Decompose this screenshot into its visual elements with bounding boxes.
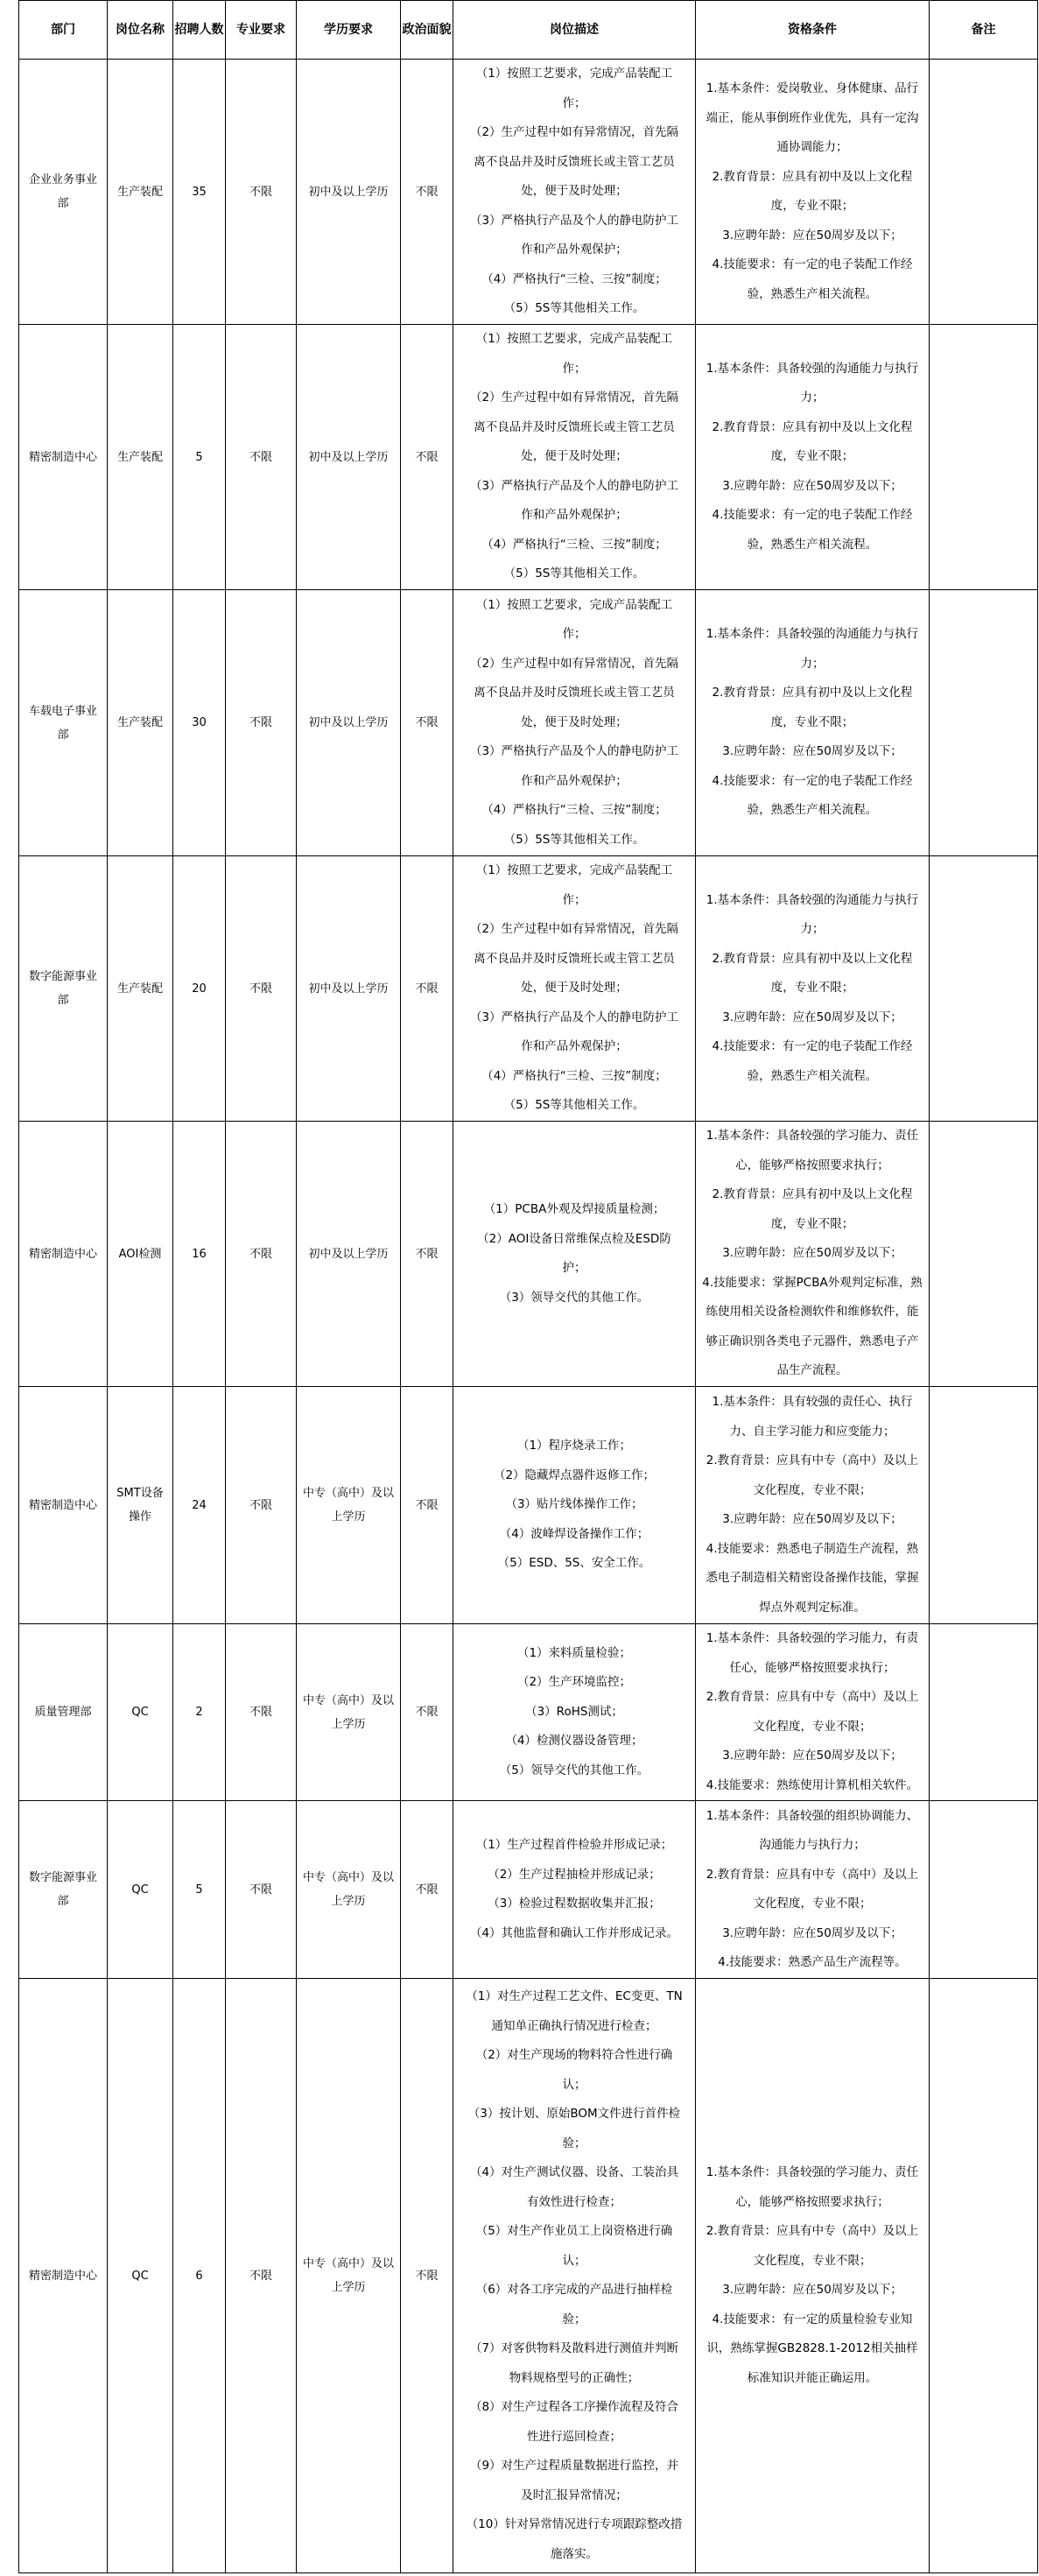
qualification-item: 4.技能要求：掌握PCBA外观判定标准，熟练使用相关设备检测软件和维修软件，能够正确识别各类电子元器件，熟悉电子产品生产流程。 (702, 1275, 923, 1378)
education-cell: 初中及以上学历 (297, 856, 401, 1122)
major-cell: 不限 (226, 590, 297, 856)
table-row (19, 60, 1038, 325)
description-item: （5）5S等其他相关工作。 (503, 567, 645, 581)
description-item: （1）生产过程首件检验并形成记录； (475, 1838, 673, 1852)
qualification-item: 4.技能要求：有一定的电子装配工作经验，熟悉生产相关流程。 (712, 773, 913, 818)
count-cell: 24 (173, 1387, 226, 1624)
major-cell: 不限 (226, 1122, 297, 1387)
table-row (19, 325, 1038, 590)
qualification-item: 2.教育背景：应具有中专（高中）及以上文化程度，专业不限； (706, 1867, 919, 1911)
qualifications-cell (696, 1624, 930, 1801)
qualification-item: 1.基本条件：具备较强的沟通能力与执行力； (706, 892, 919, 937)
description-item: （4）波峰焊设备操作工作； (499, 1526, 649, 1541)
description-item: （8）对生产过程各工序操作流程及符合性进行巡回检查； (469, 2400, 679, 2444)
qualification-item: 1.基本条件：具备较强的沟通能力与执行力； (706, 627, 919, 671)
qualification-item: 2.教育背景：应具有初中及以上文化程度，专业不限； (712, 951, 913, 996)
notes-cell (930, 1624, 1038, 1801)
major-cell: 不限 (226, 1387, 297, 1624)
qualifications-cell (696, 1122, 930, 1387)
dept-cell: 精密制造中心 (19, 1122, 108, 1387)
education-cell: 初中及以上学历 (297, 1122, 401, 1387)
notes-cell (930, 856, 1038, 1122)
description-item: （4）严格执行“三检、三按”制度； (481, 271, 667, 286)
qualification-item: 3.应聘年龄：应在50周岁及以下； (722, 744, 902, 759)
description-item: （2）AOI设备日常维保点检及ESD防护； (477, 1231, 671, 1275)
header-education: 学历要求 (297, 1, 401, 60)
description-item: （1）按照工艺要求，完成产品装配工作； (475, 332, 673, 376)
description-item: （2）生产过程中如有异常情况，首先隔离不良品并及时反馈班长或主管工艺员处，便于及时处理； (469, 391, 679, 464)
count-cell: 35 (173, 60, 226, 325)
qualification-item: 1.基本条件：具备较强的学习能力，有责任心，能够严格按照要求执行； (706, 1631, 919, 1675)
description-item: （5）领导交代的其他工作。 (499, 1763, 649, 1777)
qualification-item: 2.教育背景：应具有中专（高中）及以上文化程度，专业不限； (706, 1690, 919, 1734)
qualification-item: 2.教育背景：应具有初中及以上文化程度，专业不限； (712, 1187, 913, 1231)
table-row (19, 1387, 1038, 1624)
qualifications-cell (696, 1387, 930, 1624)
qualification-item: 3.应聘年龄：应在50周岁及以下； (722, 1925, 902, 1940)
description-item: （3）贴片线体操作工作； (505, 1497, 643, 1512)
description-item: （1）按照工艺要求，完成产品装配工作； (475, 863, 673, 907)
qualification-item: 2.教育背景：应具有初中及以上文化程度，专业不限； (712, 169, 913, 213)
notes-cell (930, 1979, 1038, 2573)
education-cell: 中专（高中）及以上学历 (297, 1387, 401, 1624)
description-item: （3）按计划、原始BOM文件进行首件检验； (467, 2107, 681, 2150)
header-major: 专业要求 (226, 1, 297, 60)
qualification-item: 3.应聘年龄：应在50周岁及以下； (722, 478, 902, 493)
qualifications-cell (696, 590, 930, 856)
dept-cell: 精密制造中心 (19, 1387, 108, 1624)
header-dept: 部门 (19, 1, 108, 60)
qualification-item: 1.基本条件：爱岗敬业、身体健康、品行端正，能从事倒班作业优先，具有一定沟通协调能力； (706, 81, 919, 154)
description-item: （9）对生产过程质量数据进行监控，并及时汇报异常情况； (469, 2459, 679, 2502)
qualification-item: 1.基本条件：具备较强的组织协调能力、沟通能力与执行力； (706, 1808, 919, 1852)
table-row (19, 1624, 1038, 1801)
qualification-item: 4.技能要求：熟悉产品生产流程等。 (718, 1955, 907, 1969)
description-item: （3）RoHS测试； (525, 1704, 623, 1719)
qualification-item: 2.教育背景：应具有初中及以上文化程度，专业不限； (712, 419, 913, 464)
dept-cell: 精密制造中心 (19, 325, 108, 590)
position-cell: 生产装配 (108, 590, 173, 856)
dept-cell: 质量管理部 (19, 1624, 108, 1801)
qualification-item: 4.技能要求：有一定的电子装配工作经验，熟悉生产相关流程。 (712, 508, 913, 552)
description-item: （4）其他监督和确认工作并形成记录。 (469, 1925, 679, 1940)
description-item: （2）生产过程中如有异常情况，首先隔离不良品并及时反馈班长或主管工艺员处，便于及时处理； (469, 656, 679, 729)
position-cell: 生产装配 (108, 856, 173, 1122)
count-cell: 16 (173, 1122, 226, 1387)
description-item: （1）按照工艺要求，完成产品装配工作； (475, 67, 673, 110)
notes-cell (930, 325, 1038, 590)
description-item: （5）5S等其他相关工作。 (503, 832, 645, 847)
qualification-item: 3.应聘年龄：应在50周岁及以下； (722, 1749, 902, 1763)
qualifications-cell (696, 60, 930, 325)
header-position: 岗位名称 (108, 1, 173, 60)
major-cell: 不限 (226, 1624, 297, 1801)
qualification-item: 4.技能要求：有一定的质量检验专业知识，熟练掌握GB2828.1-2012相关抽样标准知识并能正确运用。 (706, 2312, 918, 2385)
header-notes: 备注 (930, 1, 1038, 60)
qualification-item: 1.基本条件：具备较强的沟通能力与执行力； (706, 361, 919, 405)
description-item: （2）生产过程中如有异常情况，首先隔离不良品并及时反馈班长或主管工艺员处，便于及时处理； (469, 125, 679, 199)
major-cell: 不限 (226, 1979, 297, 2573)
education-cell: 初中及以上学历 (297, 325, 401, 590)
political-cell: 不限 (401, 1979, 453, 2573)
qualification-item: 1.基本条件：具有较强的责任心、执行力、自主学习能力和应变能力； (712, 1395, 913, 1439)
qualifications-cell (696, 1979, 930, 2573)
political-cell: 不限 (401, 590, 453, 856)
position-cell: QC (108, 1979, 173, 2573)
description-item: （4）严格执行“三检、三按”制度； (481, 803, 667, 818)
header-qualifications: 资格条件 (696, 1, 930, 60)
dept-cell: 精密制造中心 (19, 1979, 108, 2573)
major-cell: 不限 (226, 856, 297, 1122)
description-cell (453, 1801, 696, 1979)
count-cell: 6 (173, 1979, 226, 2573)
political-cell: 不限 (401, 1624, 453, 1801)
qualification-item: 2.教育背景：应具有初中及以上文化程度，专业不限； (712, 686, 913, 729)
table-row (19, 1122, 1038, 1387)
description-item: （1）PCBA外观及焊接质量检测； (483, 1202, 665, 1216)
description-item: （2）生产过程抽检并形成记录； (488, 1867, 661, 1882)
major-cell: 不限 (226, 325, 297, 590)
count-cell: 30 (173, 590, 226, 856)
count-cell: 2 (173, 1624, 226, 1801)
description-item: （5）5S等其他相关工作。 (503, 301, 645, 316)
notes-cell (930, 1387, 1038, 1624)
qualification-item: 1.基本条件：具备较强的学习能力、责任心，能够严格按照要求执行； (706, 2165, 919, 2209)
dept-cell: 车载电子事业部 (19, 590, 108, 856)
description-item: （3）严格执行产品及个人的静电防护工作和产品外观保护； (469, 478, 679, 523)
table-row (19, 1801, 1038, 1979)
position-cell: AOI检测 (108, 1122, 173, 1387)
qualification-item: 2.教育背景：应具有中专（高中）及以上文化程度，专业不限； (706, 2224, 919, 2268)
position-cell: QC (108, 1801, 173, 1979)
description-item: （4）检测仪器设备管理； (505, 1734, 643, 1749)
description-item: （3）严格执行产品及个人的静电防护工作和产品外观保护； (469, 1010, 679, 1054)
qualification-item: 4.技能要求：有一定的电子装配工作经验，熟悉生产相关流程。 (712, 1039, 913, 1083)
description-cell (453, 856, 696, 1122)
qualifications-cell (696, 325, 930, 590)
description-item: （3）严格执行产品及个人的静电防护工作和产品外观保护； (469, 213, 679, 257)
political-cell: 不限 (401, 856, 453, 1122)
education-cell: 中专（高中）及以上学历 (297, 1624, 401, 1801)
dept-cell: 企业业务事业部 (19, 60, 108, 325)
recruitment-table (18, 0, 1038, 2573)
description-item: （5）5S等其他相关工作。 (503, 1098, 645, 1113)
count-cell: 5 (173, 1801, 226, 1979)
description-item: （10）针对异常情况进行专项跟踪整改措施落实。 (466, 2517, 683, 2561)
qualification-item: 3.应聘年龄：应在50周岁及以下； (722, 1512, 902, 1526)
description-item: （1）程序烧录工作； (516, 1439, 632, 1453)
description-item: （4）对生产测试仪器、设备、工装治具有效性进行检查； (469, 2165, 679, 2209)
table-row (19, 590, 1038, 856)
position-cell: 生产装配 (108, 325, 173, 590)
qualification-item: 3.应聘年龄：应在50周岁及以下； (722, 1010, 902, 1024)
notes-cell (930, 60, 1038, 325)
description-item: （3）检验过程数据收集并汇报； (488, 1897, 661, 1911)
description-item: （4）严格执行“三检、三按”制度； (481, 1068, 667, 1083)
description-cell (453, 590, 696, 856)
description-cell (453, 1387, 696, 1624)
description-cell (453, 1122, 696, 1387)
description-item: （2）对生产现场的物料符合性进行确认； (475, 2048, 673, 2092)
description-item: （3）领导交代的其他工作。 (499, 1290, 649, 1305)
education-cell: 初中及以上学历 (297, 60, 401, 325)
description-cell (453, 60, 696, 325)
qualification-item: 4.技能要求：熟练使用计算机相关软件。 (706, 1777, 919, 1792)
political-cell: 不限 (401, 60, 453, 325)
description-item: （7）对客供物料及散料进行测值并判断物料规格型号的正确性； (469, 2341, 679, 2385)
description-item: （5）对生产作业员工上岗资格进行确认； (475, 2224, 673, 2268)
notes-cell (930, 590, 1038, 856)
qualification-item: 1.基本条件：具备较强的学习能力、责任心，能够严格按照要求执行； (706, 1129, 919, 1172)
qualification-item: 3.应聘年龄：应在50周岁及以下； (722, 228, 902, 243)
major-cell: 不限 (226, 1801, 297, 1979)
qualification-item: 3.应聘年龄：应在50周岁及以下； (722, 1246, 902, 1261)
political-cell: 不限 (401, 1387, 453, 1624)
header-count: 招聘人数 (173, 1, 226, 60)
position-cell: 生产装配 (108, 60, 173, 325)
description-item: （2）隐藏焊点器件返修工作； (493, 1467, 656, 1482)
qualification-item: 3.应聘年龄：应在50周岁及以下； (722, 2283, 902, 2297)
table-row (19, 856, 1038, 1122)
description-item: （3）严格执行产品及个人的静电防护工作和产品外观保护； (469, 744, 679, 788)
description-item: （5）ESD、5S、安全工作。 (497, 1556, 651, 1571)
qualifications-cell (696, 1801, 930, 1979)
political-cell: 不限 (401, 325, 453, 590)
education-cell: 中专（高中）及以上学历 (297, 1801, 401, 1979)
dept-cell: 数字能源事业部 (19, 856, 108, 1122)
description-cell (453, 325, 696, 590)
description-item: （1）按照工艺要求，完成产品装配工作； (475, 597, 673, 642)
description-item: （4）严格执行“三检、三按”制度； (481, 537, 667, 552)
major-cell: 不限 (226, 60, 297, 325)
header-description: 岗位描述 (453, 1, 696, 60)
qualifications-cell (696, 856, 930, 1122)
education-cell: 中专（高中）及以上学历 (297, 1979, 401, 2573)
description-cell (453, 1979, 696, 2573)
header-political: 政治面貌 (401, 1, 453, 60)
count-cell: 20 (173, 856, 226, 1122)
dept-cell: 数字能源事业部 (19, 1801, 108, 1979)
notes-cell (930, 1122, 1038, 1387)
position-cell: QC (108, 1624, 173, 1801)
table-row (19, 1979, 1038, 2573)
education-cell: 初中及以上学历 (297, 590, 401, 856)
political-cell: 不限 (401, 1122, 453, 1387)
count-cell: 5 (173, 325, 226, 590)
political-cell: 不限 (401, 1801, 453, 1979)
qualification-item: 4.技能要求：有一定的电子装配工作经验，熟悉生产相关流程。 (712, 257, 913, 301)
header-row (19, 1, 1038, 60)
position-cell: SMT设备操作 (108, 1387, 173, 1624)
qualification-item: 4.技能要求：熟悉电子制造生产流程，熟悉电子制造相关精密设备操作技能，掌握焊点外观判定标准。 (706, 1541, 919, 1615)
description-item: （2）生产环境监控； (516, 1675, 632, 1690)
description-item: （6）对各工序完成的产品进行抽样检验； (475, 2283, 673, 2326)
qualification-item: 2.教育背景：应具有中专（高中）及以上文化程度，专业不限； (706, 1453, 919, 1497)
description-item: （2）生产过程中如有异常情况，首先隔离不良品并及时反馈班长或主管工艺员处，便于及时处理； (469, 922, 679, 996)
description-item: （1）来料质量检验； (516, 1645, 632, 1660)
notes-cell (930, 1801, 1038, 1979)
description-cell (453, 1624, 696, 1801)
description-item: （1）对生产过程工艺文件、EC变更、TN通知单正确执行情况进行检查； (466, 1989, 683, 2033)
